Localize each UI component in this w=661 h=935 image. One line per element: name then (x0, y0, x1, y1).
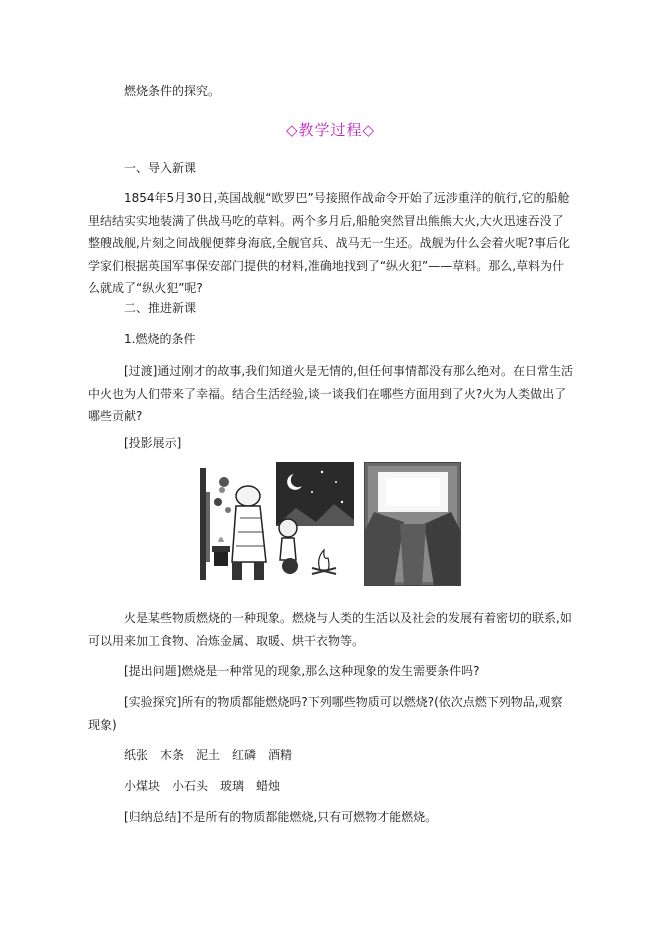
experiment-paragraph: [实验探究]所有的物质都能燃烧吗?下列哪些物质可以燃烧?(依次点燃下列物品,观察现象) (88, 695, 563, 732)
transition-paragraph: [过渡]通过刚才的故事,我们知道火是无情的,但任何事情都没有那么绝对。在日常生活中火也为人们带来了幸福。结合生活经验,谈一谈我们在哪些方面用到了火?火为人类做出了哪些贡献? (88, 364, 573, 423)
question-paragraph: [提出问题]燃烧是一种常见的现象,那么这种现象的发生需要条件吗? (124, 664, 480, 678)
part2-title: 二、推进新课 (124, 301, 197, 315)
materials-row-2: 小煤块 小石头 玻璃 蜡烛 (124, 779, 281, 793)
campfire-illustration (276, 462, 354, 586)
smelting-photo (364, 462, 461, 586)
part1-paragraph: 1854年5月30日,英国战舰“欧罗巴”号接照作战命令开始了远涉重洋的航行,它的船舱里结结实实地装满了供战马吃的草料。两个多月后,船舱突然冒出熊熊大火,大火迅速吞没了整艘战舰,片刻之间战舰便葬身海底,全舰官兵、战马无一生还。战舰为什么会着火呢?事后化学家们根据英国军事保安部门提供的材料,准确地找到了“纵火犯”——草料。那么,草料为什么就成了“纵火犯”呢? (88, 191, 571, 295)
intro-line: 燃烧条件的探究。 (124, 84, 221, 98)
subsection-title: 1.燃烧的条件 (124, 332, 196, 346)
part1-title: 一、导入新课 (124, 161, 197, 175)
materials-row-1: 纸张 木条 泥土 红磷 酒精 (124, 748, 293, 762)
projection-label: [投影展示] (124, 436, 182, 450)
image-row (0, 462, 661, 586)
summary-paragraph: [归纳总结]不是所有的物质都能燃烧,只有可燃物才能燃烧。 (124, 810, 438, 824)
cooking-illustration (196, 462, 278, 586)
section-heading: ◇教学过程◇ (285, 121, 376, 139)
fire-paragraph: 火是某些物质燃烧的一种现象。燃烧与人类的生活以及社会的发展有着密切的联系,如可以用来加工食物、冶炼金属、取暖、烘干衣物等。 (88, 611, 572, 648)
